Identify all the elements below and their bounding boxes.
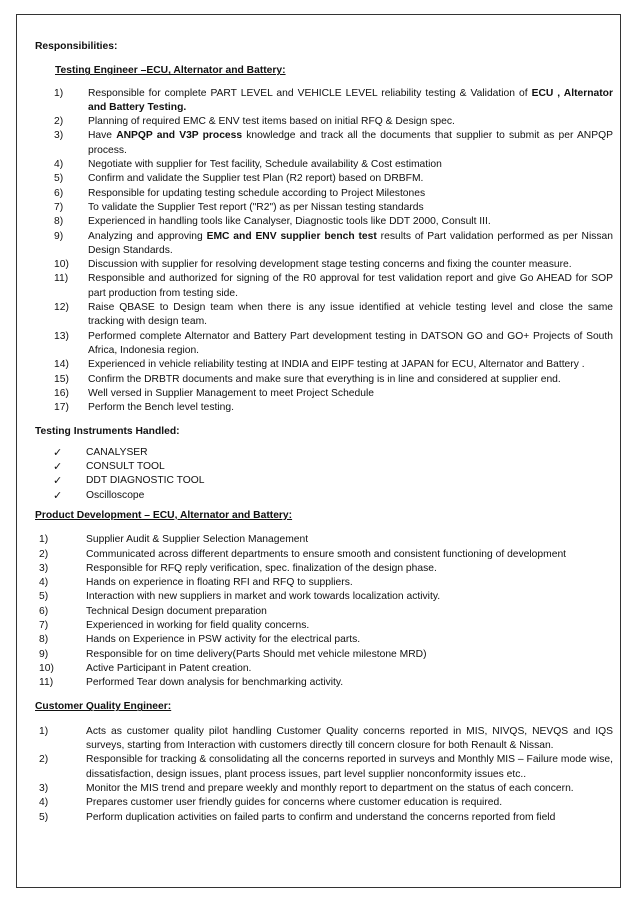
item-number: 5) bbox=[39, 811, 49, 823]
item-number: 4) bbox=[54, 159, 64, 171]
item-text bbox=[88, 272, 613, 301]
list-item bbox=[35, 811, 613, 825]
item-number: 3) bbox=[54, 130, 64, 142]
checklist-text: DDT DIAGNOSTIC TOOL bbox=[86, 475, 205, 487]
checklist-item bbox=[53, 460, 613, 474]
item-text-pre: Discussion with supplier for resolving development stage testing concerns and fixing the counter measure. bbox=[88, 259, 572, 271]
instruments-list bbox=[53, 446, 613, 503]
item-text-pre: Experienced in vehicle reliability testing at INDIA and EIPF testing at JAPAN for ECU, Alternator and Battery . bbox=[88, 359, 585, 371]
item-text-pre: To validate the Supplier Test report ("R2") as per Nissan testing standards bbox=[88, 201, 424, 213]
item-number: 2) bbox=[54, 116, 64, 128]
item-number: 1) bbox=[39, 725, 49, 737]
item-number: 15) bbox=[54, 373, 69, 385]
item-text bbox=[88, 129, 613, 158]
checklist-text: CANALYSER bbox=[86, 446, 148, 458]
item-text-pre: Performed complete Alternator and Battery Part development testing in DATSON GO and GO+ Projects of South Africa, Indonesia region. bbox=[88, 330, 613, 356]
item-number: 6) bbox=[39, 605, 49, 617]
responsibilities-list bbox=[54, 87, 613, 416]
item-number: 10) bbox=[54, 259, 69, 271]
item-text: Hands on experience in floating RFI and RFQ to suppliers. bbox=[86, 577, 353, 589]
item-text-pre: Have bbox=[88, 130, 117, 142]
checkmark-icon: ✓ bbox=[53, 489, 63, 502]
list-item bbox=[54, 230, 613, 259]
item-text-pre: Raise QBASE to Design team when there is any issue identified at vehicle testing level and close the same tracking with design team. bbox=[88, 302, 613, 328]
item-number: 8) bbox=[39, 634, 49, 646]
item-number: 9) bbox=[54, 230, 64, 242]
item-number: 4) bbox=[39, 797, 49, 809]
list-item bbox=[54, 158, 613, 172]
item-number: 7) bbox=[39, 619, 49, 631]
item-number: 1) bbox=[39, 534, 49, 546]
product-development-heading: Product Development – ECU, Alternator and Battery: bbox=[35, 509, 293, 521]
checklist-text: Oscilloscope bbox=[86, 489, 145, 501]
list-item bbox=[54, 387, 613, 401]
list-item bbox=[54, 129, 613, 158]
item-text: Prepares customer user friendly guides for concerns where customer education is required. bbox=[86, 797, 503, 809]
list-item bbox=[54, 272, 613, 301]
item-text-pre: Planning of required EMC & ENV test items based on initial RFQ & Design spec. bbox=[88, 116, 455, 128]
item-text bbox=[88, 115, 613, 129]
list-item bbox=[54, 87, 613, 116]
list-item bbox=[54, 187, 613, 201]
item-text: Responsible for tracking & consolidating all the concerns reported in surveys and Monthly MIS – Failure mode wise, dissatisfaction, design issues, plant process issues, part level supplier nonconformity issues etc.. bbox=[86, 754, 613, 780]
item-text bbox=[88, 358, 613, 372]
checklist-item bbox=[53, 489, 613, 503]
item-text: Hands on Experience in PSW activity for the electrical parts. bbox=[86, 634, 361, 646]
item-number: 1) bbox=[54, 87, 64, 99]
checkmark-icon: ✓ bbox=[53, 461, 63, 474]
item-number: 12) bbox=[54, 302, 69, 314]
item-text bbox=[88, 187, 613, 201]
list-item bbox=[54, 201, 613, 215]
checklist-item bbox=[53, 446, 613, 460]
item-text-pre: Responsible for complete PART LEVEL and VEHICLE LEVEL reliability testing & Validation of bbox=[88, 87, 532, 99]
item-text-pre: Responsible for updating testing schedule according to Project Milestones bbox=[88, 187, 426, 199]
list-item bbox=[54, 330, 613, 359]
item-text bbox=[88, 172, 613, 186]
list-item bbox=[35, 562, 613, 576]
item-text: Supplier Audit & Supplier Selection Management bbox=[86, 534, 309, 546]
item-number: 5) bbox=[54, 173, 64, 185]
item-text-post: knowledge and track all the documents that supplier to submit as per ANPQP process. bbox=[88, 130, 613, 156]
item-text: Responsible for on time delivery(Parts Should met vehicle milestone MRD) bbox=[86, 648, 427, 660]
item-text bbox=[88, 258, 613, 272]
item-text: Experienced in working for field quality concerns. bbox=[86, 619, 310, 631]
item-text: Active Participant in Patent creation. bbox=[86, 662, 252, 674]
item-number: 3) bbox=[39, 562, 49, 574]
item-number: 16) bbox=[54, 387, 69, 399]
list-item bbox=[54, 172, 613, 186]
item-text bbox=[88, 401, 613, 415]
list-item bbox=[35, 676, 613, 690]
item-text: Communicated across different departments to ensure smooth and consistent functioning of development bbox=[86, 548, 567, 560]
list-item bbox=[35, 725, 613, 754]
item-text: Perform duplication activities on failed parts to confirm and understand the concerns reported from field bbox=[86, 811, 556, 823]
item-text-pre: Responsible and authorized for signing of the R0 approval for test validation report and give Go AHEAD for SOP part production from testing side. bbox=[88, 273, 613, 299]
item-text-pre: Confirm the DRBTR documents and make sure that everything is in line and considered at supplier end. bbox=[88, 373, 561, 385]
item-number: 9) bbox=[39, 648, 49, 660]
list-item bbox=[54, 115, 613, 129]
item-text: Performed Tear down analysis for benchmarking activity. bbox=[86, 677, 344, 689]
item-text: Technical Design document preparation bbox=[86, 605, 267, 617]
item-text-post: results of Part validation performed as per Nissan Design Standards. bbox=[88, 230, 614, 256]
list-item bbox=[35, 576, 613, 590]
item-number: 17) bbox=[54, 402, 69, 414]
item-text bbox=[88, 387, 613, 401]
item-number: 14) bbox=[54, 359, 69, 371]
item-number: 10) bbox=[39, 662, 54, 674]
list-item bbox=[35, 633, 613, 647]
item-text: Monitor the MIS trend and prepare weekly and monthly report to department on the status of each concern. bbox=[86, 782, 574, 794]
item-text bbox=[88, 201, 613, 215]
item-number: 3) bbox=[39, 782, 49, 794]
item-text bbox=[88, 87, 613, 116]
item-number: 2) bbox=[39, 754, 49, 766]
list-item bbox=[35, 605, 613, 619]
list-item bbox=[54, 258, 613, 272]
list-item bbox=[35, 753, 613, 782]
list-item bbox=[35, 548, 613, 562]
item-number: 13) bbox=[54, 330, 69, 342]
item-text-pre: Well versed in Supplier Management to meet Project Schedule bbox=[88, 387, 374, 399]
product-development-list bbox=[35, 533, 613, 690]
list-item bbox=[35, 662, 613, 676]
customer-quality-heading: Customer Quality Engineer: bbox=[35, 701, 172, 713]
item-text bbox=[88, 330, 613, 359]
item-text bbox=[88, 373, 613, 387]
item-number: 5) bbox=[39, 591, 49, 603]
item-text-pre: Negotiate with supplier for Test facility, Schedule availability & Cost estimation bbox=[88, 159, 442, 171]
item-text-pre: Confirm and validate the Supplier test Plan (R2 report) based on DRBFM. bbox=[88, 173, 424, 185]
item-text: Interaction with new suppliers in market and work towards localization activity. bbox=[86, 591, 441, 603]
list-item bbox=[54, 401, 613, 415]
item-text-bold: ANPQP and V3P process bbox=[116, 130, 243, 142]
item-text-pre: Experienced in handling tools like Canalyser, Diagnostic tools like DDT 2000, Consult III. bbox=[88, 216, 491, 228]
item-text: Responsible for RFQ reply verification, spec. finalization of the design phase. bbox=[86, 562, 437, 574]
list-item bbox=[35, 590, 613, 604]
item-text bbox=[88, 230, 613, 259]
customer-quality-list bbox=[35, 725, 613, 825]
item-text: Acts as customer quality pilot handling Customer Quality concerns reported in MIS, NIVQS, NEVQS and IQS surveys, starting from Interaction with customers directly till concern closure for both Renault & Nissan. bbox=[86, 725, 613, 752]
item-text bbox=[88, 301, 613, 330]
item-text bbox=[88, 215, 613, 229]
list-item bbox=[54, 215, 613, 229]
list-item bbox=[35, 533, 613, 547]
testing-engineer-subheading: Testing Engineer –ECU, Alternator and Battery: bbox=[55, 65, 286, 77]
responsibilities-heading: Responsibilities: bbox=[35, 41, 118, 52]
resume-page bbox=[35, 40, 613, 825]
list-item bbox=[35, 648, 613, 662]
list-item bbox=[35, 796, 613, 810]
list-item bbox=[54, 301, 613, 330]
list-item bbox=[35, 619, 613, 633]
checkmark-icon: ✓ bbox=[53, 475, 63, 488]
checklist-item bbox=[53, 474, 613, 488]
item-number: 6) bbox=[54, 187, 64, 199]
item-number: 7) bbox=[54, 201, 64, 213]
list-item bbox=[54, 358, 613, 372]
checkmark-icon: ✓ bbox=[53, 446, 63, 459]
item-number: 11) bbox=[54, 273, 69, 285]
item-number: 2) bbox=[39, 548, 49, 560]
item-text-bold: ECU , Alternator and Battery Testing. bbox=[88, 87, 613, 113]
item-number: 11) bbox=[39, 677, 54, 689]
item-text-bold: EMC and ENV supplier bench test bbox=[206, 230, 377, 242]
item-number: 4) bbox=[39, 577, 49, 589]
item-text-pre: Perform the Bench level testing. bbox=[88, 402, 234, 414]
list-item bbox=[54, 373, 613, 387]
item-number: 8) bbox=[54, 216, 64, 228]
item-text-pre: Analyzing and approving bbox=[88, 230, 207, 242]
instruments-heading: Testing Instruments Handled: bbox=[35, 426, 180, 438]
list-item bbox=[35, 782, 613, 796]
checklist-text: CONSULT TOOL bbox=[86, 461, 165, 473]
item-text bbox=[88, 158, 613, 172]
